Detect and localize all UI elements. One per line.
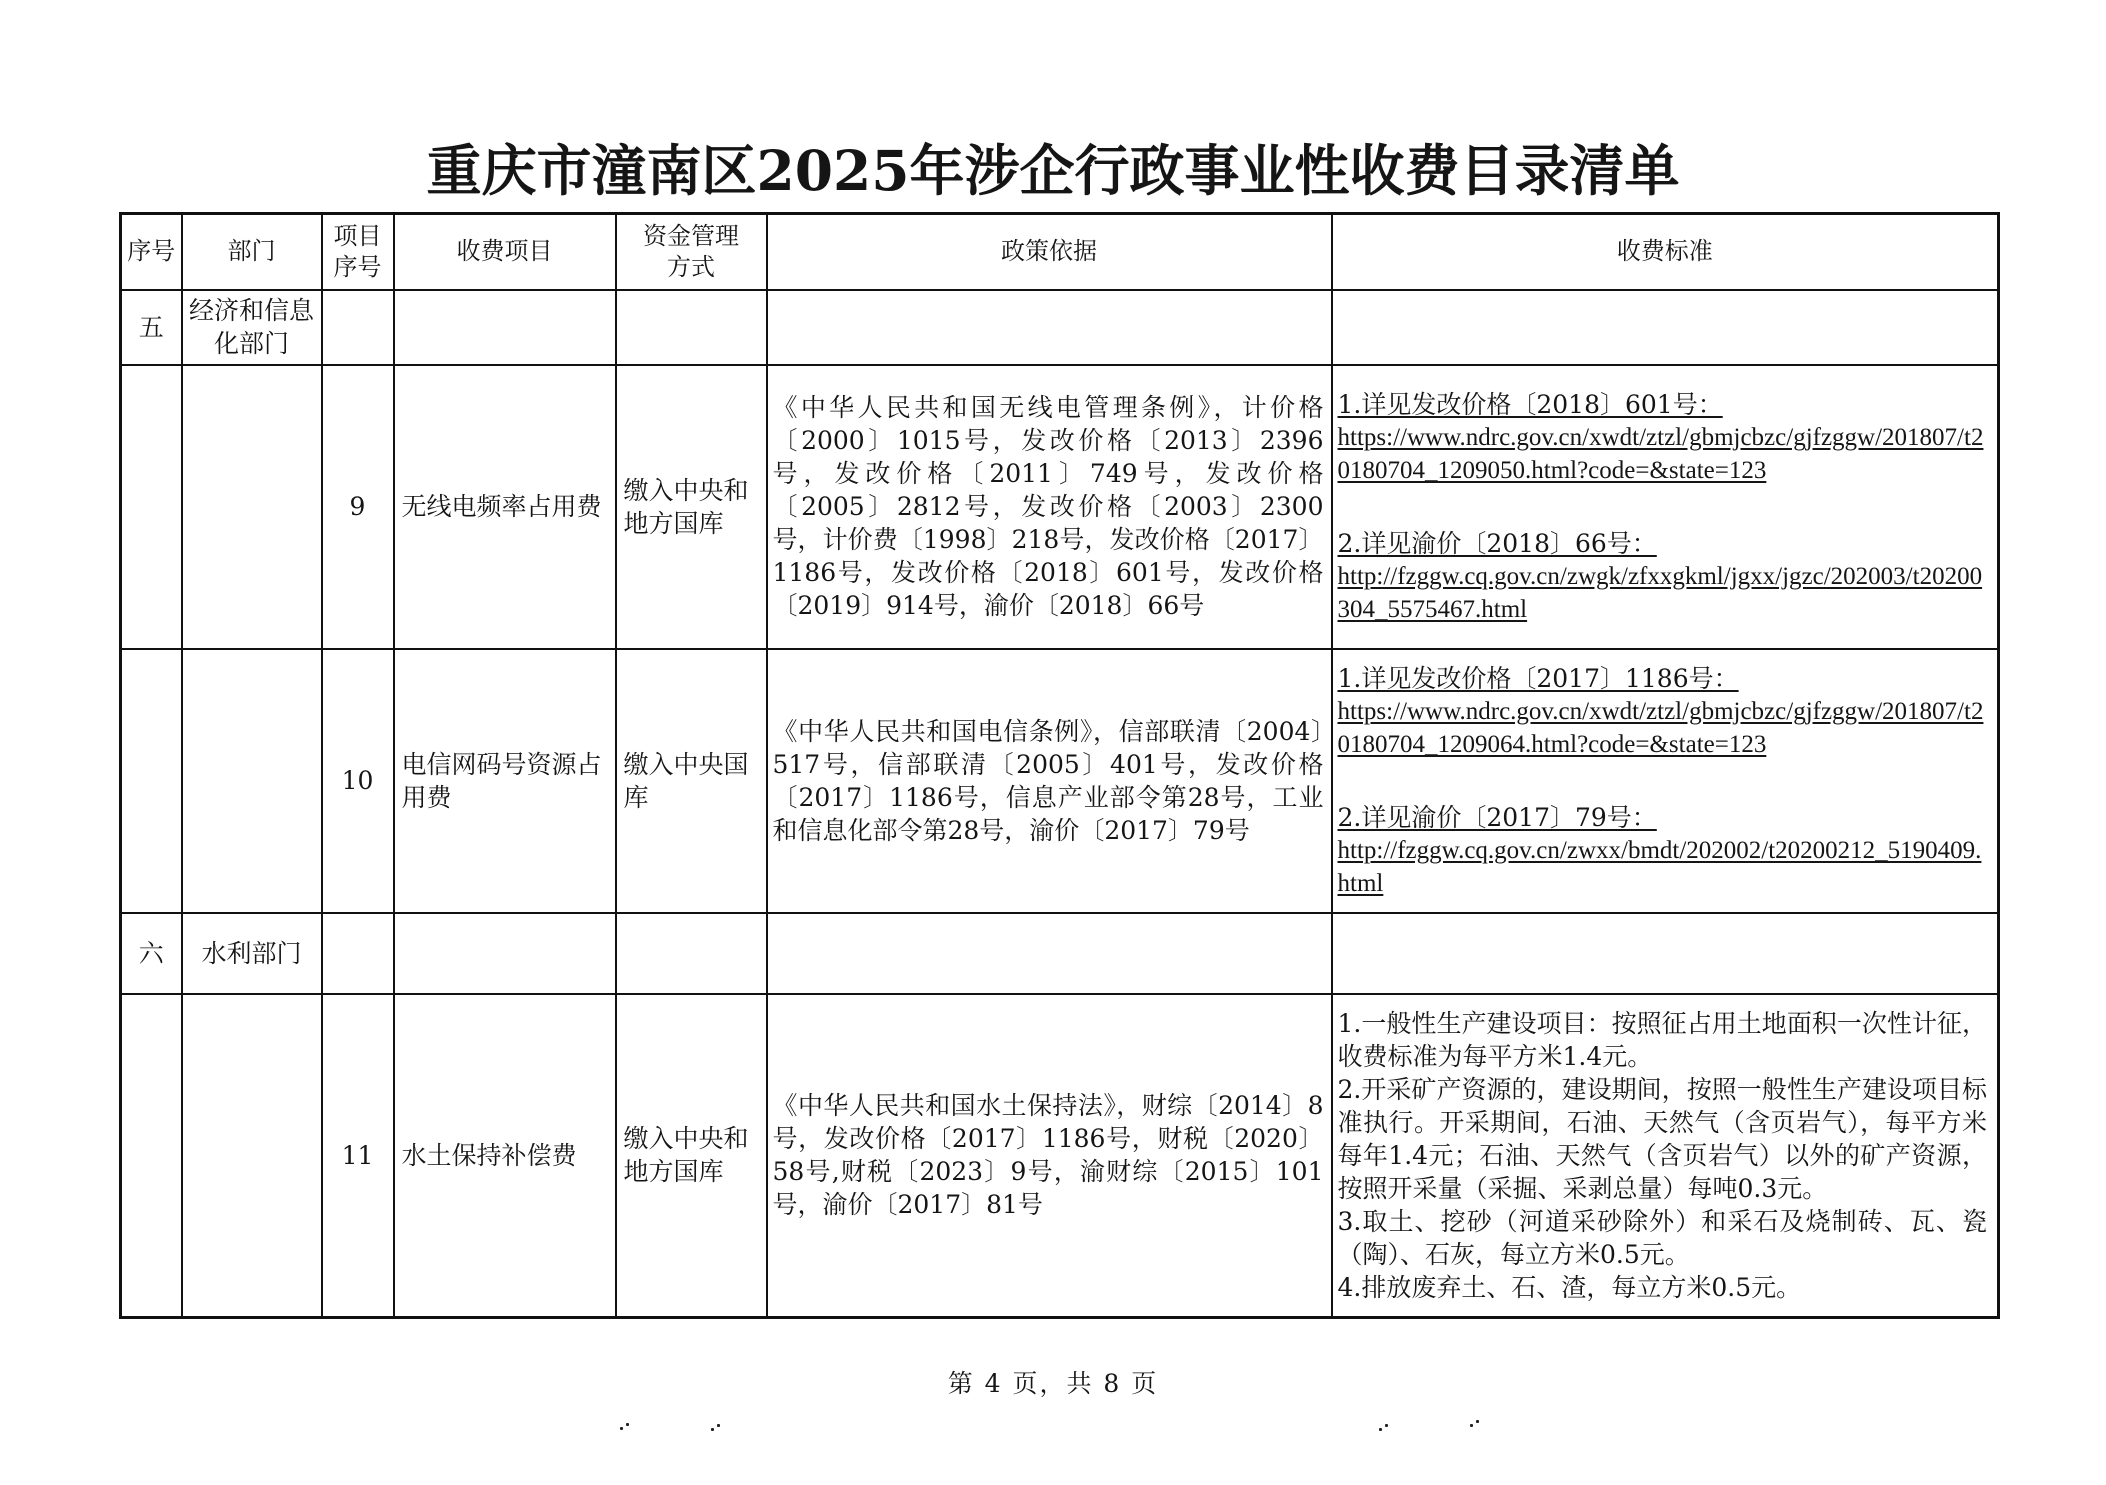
empty-cell (616, 290, 767, 365)
empty-cell (394, 913, 616, 994)
fee-standard (1332, 365, 1999, 649)
page-indicator: 第 4 页，共 8 页 (947, 1369, 1159, 1398)
item-index: 11 (322, 994, 394, 1318)
reference-link[interactable]: http://fzggw.cq.gov.cn/zwgk/zfxxgkml/jgxx/jgzc/202003/t20200304_5575467.html (1337, 562, 1983, 623)
policy-basis: 《中华人民共和国电信条例》，信部联清〔2004〕517号，信部联清〔2005〕401号，发改价格〔2017〕1186号，信息产业部令第28号，工业和信息化部令第28号，渝价〔2017〕79号 (767, 649, 1332, 913)
fund-management: 缴入中央和地方国库 (616, 994, 767, 1318)
header-department: 部门 (182, 214, 322, 290)
fee-catalog-table (119, 212, 2000, 1319)
empty-cell (121, 994, 182, 1318)
fee-standard-clause: 1.一般性生产建设项目：按照征占用土地面积一次性计征，收费标准为每平方米1.4元。 (1337, 1008, 1987, 1071)
fee-item-name: 电信网码号资源占用费 (394, 649, 616, 913)
fee-item-row (121, 649, 1999, 913)
empty-cell (121, 365, 182, 649)
empty-cell (322, 290, 394, 365)
empty-cell (616, 913, 767, 994)
empty-cell (1332, 913, 1999, 994)
section-row (121, 290, 1999, 365)
empty-cell (394, 290, 616, 365)
section-department (182, 913, 322, 994)
section-index: 五 (121, 290, 182, 365)
header-item-index-label: 项目序号 (333, 221, 382, 281)
policy-basis: 《中华人民共和国水土保持法》，财综〔2014〕8号，发改价格〔2017〕1186号，财税〔2020〕58号,财税〔2023〕9号，渝财综〔2015〕101号，渝价〔2017〕81号 (767, 994, 1332, 1318)
item-index: 9 (322, 365, 394, 649)
header-index: 序号 (121, 214, 182, 290)
empty-cell (182, 649, 322, 913)
item-index: 10 (322, 649, 394, 913)
empty-cell (767, 290, 1332, 365)
header-fund-management (616, 214, 767, 290)
section-row (121, 913, 1999, 994)
empty-cell (322, 913, 394, 994)
header-item-index (322, 214, 394, 290)
empty-cell (182, 994, 322, 1318)
table-header-row (121, 214, 1999, 290)
policy-basis: 《中华人民共和国无线电管理条例》，计价格〔2000〕1015号，发改价格〔2013〕2396号，发改价格〔2011〕749号，发改价格〔2005〕2812号，发改价格〔2003〕2300号，计价费〔1998〕218号，发改价格〔2017〕1186号，发改价格〔2018〕601号，发改价格〔2019〕914号，渝价〔2018〕66号 (767, 365, 1332, 649)
scan-speck (1379, 1428, 1382, 1431)
document-title: 重庆市潼南区2025年涉企行政事业性收费目录清单 (426, 138, 1680, 203)
fee-standard-reference (1338, 388, 1988, 487)
scan-speck (620, 1427, 623, 1430)
fee-item-name: 水土保持补偿费 (394, 994, 616, 1318)
scan-speck (1470, 1424, 1473, 1427)
fee-standard-clause: 2.开采矿产资源的，建设期间，按照一般性生产建设项目标准执行。开采期间，石油、天然气（含页岩气），每平方米每年1.4元；石油、天然气（含页岩气）以外的矿产资源，按照开采量（采掘、采剥总量）每吨0.3元。 (1337, 1074, 1987, 1203)
empty-cell (767, 913, 1332, 994)
section-department (182, 290, 322, 365)
fee-item-row (121, 994, 1999, 1318)
fee-item-row (121, 365, 1999, 649)
fund-management: 缴入中央国库 (616, 649, 767, 913)
fee-standard (1332, 994, 1999, 1318)
header-fee-item: 收费项目 (394, 214, 616, 290)
header-fee-standard: 收费标准 (1332, 214, 1999, 290)
empty-cell (1332, 290, 1999, 365)
reference-link[interactable]: https://www.ndrc.gov.cn/xwdt/ztzl/gbmjcbzc/gjfzggw/201807/t20180704_1209064.html?code=&state=123 (1337, 697, 1984, 758)
fee-standard-reference (1338, 662, 1988, 761)
reference-label: 1.详见发改价格〔2018〕601号： (1337, 389, 1723, 419)
section-index: 六 (121, 913, 182, 994)
empty-cell (121, 649, 182, 913)
section-department-label: 经济和信息化部门 (189, 296, 315, 358)
header-fund-management-label: 资金管理方式 (643, 221, 739, 281)
fee-standard (1332, 649, 1999, 913)
scan-speck (711, 1428, 714, 1431)
fee-standard-clause: 3.取土、挖砂（河道采砂除外）和采石及烧制砖、瓦、瓷（陶）、石灰，每立方米0.5元。 (1337, 1206, 1987, 1269)
reference-link[interactable]: http://fzggw.cq.gov.cn/zwxx/bmdt/202002/t20200212_5190409.html (1337, 836, 1982, 897)
fee-standard-reference (1338, 801, 1988, 900)
section-department-label: 水利部门 (201, 938, 302, 968)
reference-label: 2.详见渝价〔2018〕66号： (1337, 528, 1657, 558)
header-policy-basis: 政策依据 (767, 214, 1332, 290)
fee-standard-reference (1338, 527, 1988, 626)
reference-link[interactable]: https://www.ndrc.gov.cn/xwdt/ztzl/gbmjcbzc/gjfzggw/201807/t20180704_1209050.html?code=&state=123 (1337, 423, 1984, 484)
empty-cell (182, 365, 322, 649)
fee-standard-clause: 4.排放废弃土、石、渣，每立方米0.5元。 (1337, 1272, 1802, 1302)
reference-label: 2.详见渝价〔2017〕79号： (1337, 802, 1657, 832)
fee-item-name: 无线电频率占用费 (394, 365, 616, 649)
reference-label: 1.详见发改价格〔2017〕1186号： (1337, 663, 1739, 693)
fund-management: 缴入中央和地方国库 (616, 365, 767, 649)
